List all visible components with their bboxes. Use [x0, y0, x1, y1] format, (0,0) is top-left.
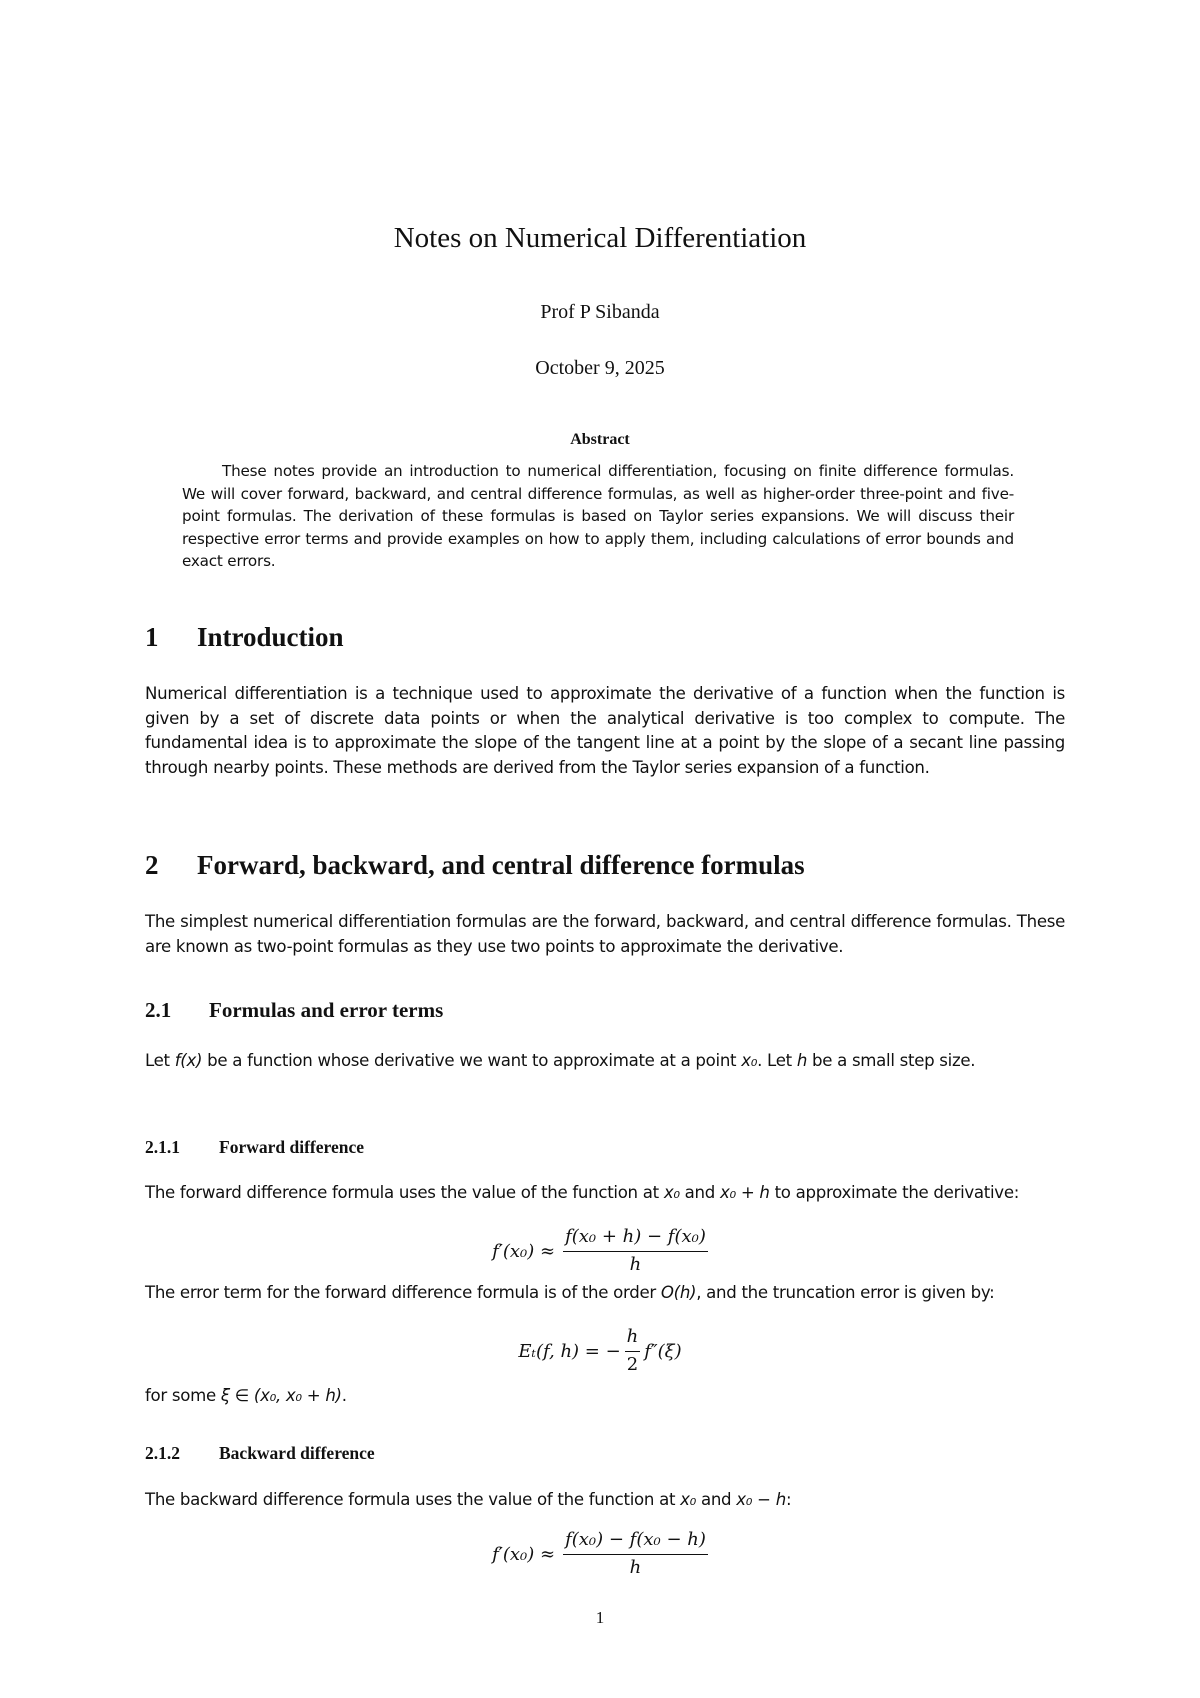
section-title: Introduction	[197, 622, 344, 652]
text-run: to approximate the derivative:	[769, 1183, 1020, 1202]
forward-difference-paragraph	[145, 1181, 1065, 1206]
text-run: for some	[145, 1386, 221, 1405]
math-x0-minus-h: x₀ − h	[736, 1490, 786, 1509]
subsection-heading-formulas-error-terms	[145, 998, 443, 1023]
math-fx: f(x)	[174, 1051, 203, 1070]
text-run: , and the truncation error is given by:	[696, 1283, 995, 1302]
subsubsection-number: 2.1.1	[145, 1137, 180, 1157]
backward-difference-equation	[0, 1528, 1200, 1580]
text-run: The forward difference formula uses the value of the function at	[145, 1183, 664, 1202]
fraction	[563, 1225, 708, 1277]
text-run: be a function whose derivative we want to approximate at a point	[202, 1051, 742, 1070]
fraction-numerator: f(x₀ + h) − f(x₀)	[563, 1225, 708, 1252]
math-x0: x₀	[741, 1051, 758, 1070]
formulas-paragraph	[145, 1049, 1065, 1074]
subsubsection-heading-forward-difference	[145, 1137, 364, 1158]
fraction-denominator: h	[629, 1254, 642, 1275]
forward-interval-paragraph	[145, 1384, 1065, 1409]
equation-lhs: Eₜ(f, h) = −	[518, 1340, 621, 1362]
page-number: 1	[595, 1608, 605, 1627]
math-h: h	[796, 1051, 808, 1070]
subsubsection-title: Backward difference	[219, 1443, 375, 1463]
section-number: 2	[145, 850, 159, 880]
text-run: be a small step size.	[807, 1051, 976, 1070]
fraction	[625, 1325, 641, 1377]
abstract-text: These notes provide an introduction to numerical differentiation, focusing on finite difference formulas. We will cover forward, backward, and central difference formulas, as well as higher-order three-point and five-point formulas. The derivation of these formulas is based on Taylor series expansions. We will discuss their respective error terms and provide examples on how to apply them, including calculations of error bounds and exact errors.	[182, 462, 1014, 570]
math-order: O(h)	[660, 1283, 697, 1302]
text-run: The backward difference formula uses the value of the function at	[145, 1490, 681, 1509]
introduction-paragraph: Numerical differentiation is a technique used to approximate the derivative of a function when the function is given by a set of discrete data points or when the analytical derivative is too complex to compute. The fundamental idea is to approximate the slope of the tangent line at a point by the slope of a secant line passing through nearby points. These methods are derived from the Taylor series expansion of a function.	[145, 684, 1065, 777]
subsubsection-heading-backward-difference	[145, 1443, 375, 1464]
text-run: .	[341, 1386, 347, 1405]
math-x0: x₀	[680, 1490, 696, 1509]
forward-difference-equation	[0, 1225, 1200, 1277]
author: Prof P Sibanda	[540, 301, 660, 323]
text-run: Let	[145, 1051, 175, 1070]
fraction-numerator: f(x₀) − f(x₀ − h)	[563, 1528, 708, 1555]
section-number: 1	[145, 622, 159, 652]
paper-title: Notes on Numerical Differentiation	[393, 222, 807, 254]
math-x0: x₀	[663, 1183, 680, 1202]
equation-lhs: f′(x₀) ≈	[492, 1240, 556, 1262]
section-heading-difference-formulas	[145, 850, 805, 881]
abstract-heading: Abstract	[570, 431, 630, 448]
math-x0-plus-h: x₀ + h	[719, 1183, 770, 1202]
subsubsection-title: Forward difference	[219, 1137, 364, 1157]
date: October 9, 2025	[535, 357, 665, 379]
forward-truncation-error-equation	[0, 1325, 1200, 1377]
section-heading-introduction	[145, 622, 344, 653]
fraction	[563, 1528, 708, 1580]
backward-difference-paragraph	[145, 1488, 1065, 1513]
text-run: :	[785, 1490, 792, 1509]
text-run: and	[679, 1183, 720, 1202]
equation-rhs: f″(ξ)	[644, 1340, 682, 1362]
subsubsection-number: 2.1.2	[145, 1443, 180, 1463]
text-run: . Let	[757, 1051, 797, 1070]
forward-error-paragraph	[145, 1281, 1065, 1306]
text-run: The error term for the forward difference formula is of the order	[145, 1283, 661, 1302]
subsection-title: Formulas and error terms	[209, 998, 444, 1022]
subsection-number: 2.1	[145, 998, 172, 1022]
text-run: and	[696, 1490, 737, 1509]
fraction-denominator: h	[629, 1557, 642, 1578]
math-interval: ξ ∈ (x₀, x₀ + h)	[220, 1386, 342, 1405]
fraction-denominator: 2	[626, 1354, 639, 1375]
fraction-numerator: h	[625, 1325, 641, 1352]
equation-lhs: f′(x₀) ≈	[492, 1543, 556, 1565]
difference-formulas-paragraph: The simplest numerical differentiation formulas are the forward, backward, and central difference formulas. These are known as two-point formulas as they use two points to approximate the derivative.	[145, 912, 1065, 956]
section-title: Forward, backward, and central difference formulas	[197, 850, 805, 880]
